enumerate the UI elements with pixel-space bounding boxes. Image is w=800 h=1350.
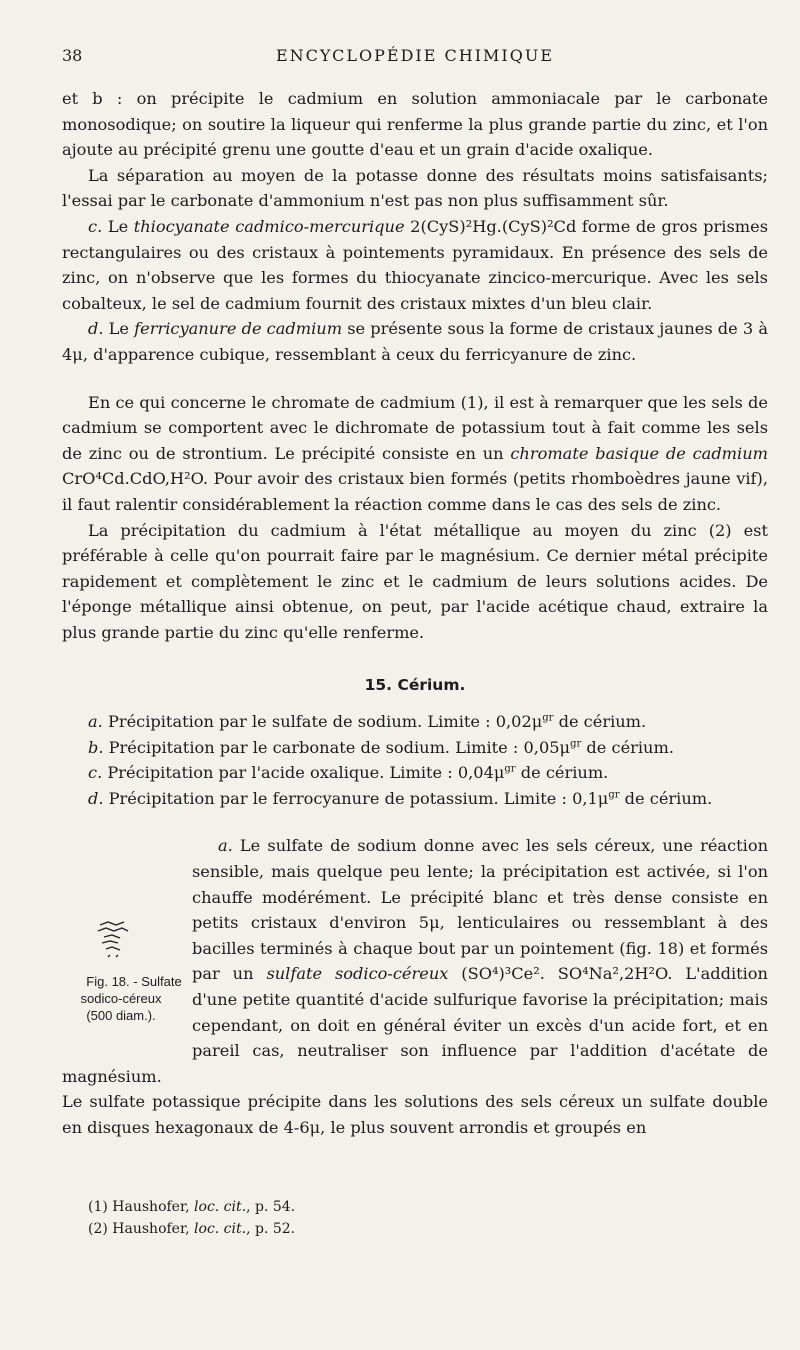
paragraph-8: Le sulfate potassique précipite dans les solutions des sels céreux un sulfate double en disques hexagonaux de 4-6μ, le plus souvent arrondis et groupés en <box>62 1092 768 1137</box>
text-segment: 2(CyS)²Hg.(CyS)²Cd forme de gros prismes rectangulaires ou des cristaux à pointements pyramidaux. En présence des sels de zinc, on n'observe que les formes du thiocyanate zincico-mercurique. Avec les sels cobalteux, le sel de cadmium fournit des cristaux mixtes d'un bleu clair. <box>62 216 769 313</box>
item-label: a. <box>88 712 103 732</box>
section-title: 15. Cérium. <box>364 676 466 695</box>
paragraph-1: et b : on précipite le cadmium en solution ammoniacale par le carbonate monosodique; on soutire la liqueur qui renferme la plus grande partie du zinc, et l'on ajoute au précipité grenu une goutte d'eau et un grain d'acide oxalique. <box>62 89 768 160</box>
footnote-page: , p. 54. <box>246 1199 296 1215</box>
item-label: c. <box>88 763 103 783</box>
text-segment: Précipitation par le sulfate de sodium. Limite : 0,02μ <box>102 712 543 732</box>
text-segment: Précipitation par l'acide oxalique. Limite : 0,04μ <box>102 763 505 783</box>
text-segment: de cérium. <box>553 712 647 732</box>
footnote-page: , p. 52. <box>246 1221 296 1237</box>
limit-list <box>62 709 768 811</box>
figure-caption <box>62 973 184 1024</box>
text-segment: CrO⁴Cd.CdO,H²O. Pour avoir des cristaux bien formés (petits rhomboèdres jaune vif), il faut ralentir considérablement la réaction comme dans le cas des sels de zinc. <box>62 469 768 514</box>
footnote <box>88 1218 768 1240</box>
list-item <box>62 786 768 812</box>
text-segment: Précipitation par le ferrocyanure de potassium. Limite : 0,1μ <box>103 788 609 808</box>
footnote-ref: loc. cit. <box>194 1221 247 1237</box>
footnote-author: Haushofer, <box>107 1199 195 1215</box>
footnotes <box>88 1196 768 1240</box>
footnote-author: Haushofer, <box>107 1221 195 1237</box>
caption-line: sodico-céreux <box>80 991 162 1007</box>
item-label: a. <box>218 836 233 856</box>
paragraph-6: La précipitation du cadmium à l'état métallique au moyen du zinc (2) est préférable à celle qu'on pourrait faire par le magnésium. Ce dernier métal précipite rapidement et complètement le zinc et le cadmium de leurs solutions acides. De l'éponge métallique ainsi obtenue, on peut, par l'acide acétique chaud, extraire la plus grande partie du zinc qu'elle renferme. <box>62 520 768 642</box>
paragraph-4 <box>62 316 768 367</box>
text-segment: de cérium. <box>581 737 674 757</box>
unit-superscript: gr <box>608 789 620 801</box>
paragraph-7-intro <box>62 833 768 1089</box>
item-label: d. <box>88 788 104 808</box>
footnote-ref: loc. cit. <box>194 1199 247 1215</box>
paragraph-3 <box>62 214 768 316</box>
italic-term: chromate basique de cadmium <box>510 443 768 463</box>
item-label: b. <box>88 737 104 757</box>
unit-superscript: gr <box>570 738 582 750</box>
text-segment: Le <box>103 319 135 339</box>
text-segment: de cérium. <box>619 788 713 808</box>
page-body <box>62 86 768 1141</box>
crystal-illustration-icon <box>94 919 134 971</box>
unit-superscript: gr <box>542 712 554 724</box>
cerium-paragraph-block <box>62 833 768 1089</box>
italic-term: ferricyanure de cadmium <box>134 319 343 339</box>
unit-superscript: gr <box>504 763 516 775</box>
text-segment: de cérium. <box>515 763 609 783</box>
paragraph-5 <box>62 390 768 518</box>
italic-term: thiocyanate cadmico-mercurique <box>133 216 405 236</box>
paragraph-2: La séparation au moyen de la potasse donne des résultats moins satisfaisants; l'essai par le carbonate d'ammonium n'est pas non plus suffisamment sûr. <box>62 165 768 211</box>
text-segment: (SO⁴)³Ce². SO⁴Na²,2H²O. L'addition d'une petite quantité d'acide sulfurique favorise la précipitation; mais cependant, on doit en général éviter un excès d'un acide fort, et en pareil cas, neutraliser son influence par l'addition d'acétate de magnésium. <box>62 964 768 1086</box>
page-header <box>62 46 768 70</box>
figure-18 <box>62 911 184 1039</box>
text-segment: En ce qui concerne le chromate de cadmium (1), il est à remarquer que les sels de cadmium se comportent avec le dichromate de potassium tout à fait comme les sels de zinc ou de strontium. Le précipité consiste en un <box>62 392 768 463</box>
item-label: d. <box>88 319 104 339</box>
footnote-number: (1) <box>88 1199 108 1215</box>
caption-line: (500 diam.). <box>86 1008 156 1024</box>
footnote <box>88 1196 768 1218</box>
text-segment: Le <box>102 216 134 236</box>
footnote-number: (2) <box>88 1221 108 1237</box>
list-item <box>62 760 768 786</box>
list-item <box>62 735 768 761</box>
italic-term: sulfate sodico-céreux <box>266 964 449 984</box>
list-item <box>62 709 768 735</box>
text-segment: Précipitation par le carbonate de sodium. Limite : 0,05μ <box>103 737 571 757</box>
text-segment: se présente sous la forme de cristaux jaunes de 3 à 4μ, d'apparence cubique, ressemblant à ceux du ferricyanure de zinc. <box>62 319 769 364</box>
caption-line: Fig. 18. - Sulfate <box>86 974 182 990</box>
item-label: c. <box>88 216 103 236</box>
running-title: ENCYCLOPÉDIE CHIMIQUE <box>275 46 555 65</box>
text-segment: Le sulfate de sodium donne avec les sels céreux, une réaction sensible, mais quelque peu lente; la précipitation est activée, si l'on chauffe modérément. Le précipité blanc et très dense consiste en petits cristaux d'environ 5μ, lenticulaires ou ressemblant à des bacilles terminés à chaque bout par un pointement (fig. 18) et formés par un <box>192 836 768 984</box>
page-number: 38 <box>62 46 83 65</box>
